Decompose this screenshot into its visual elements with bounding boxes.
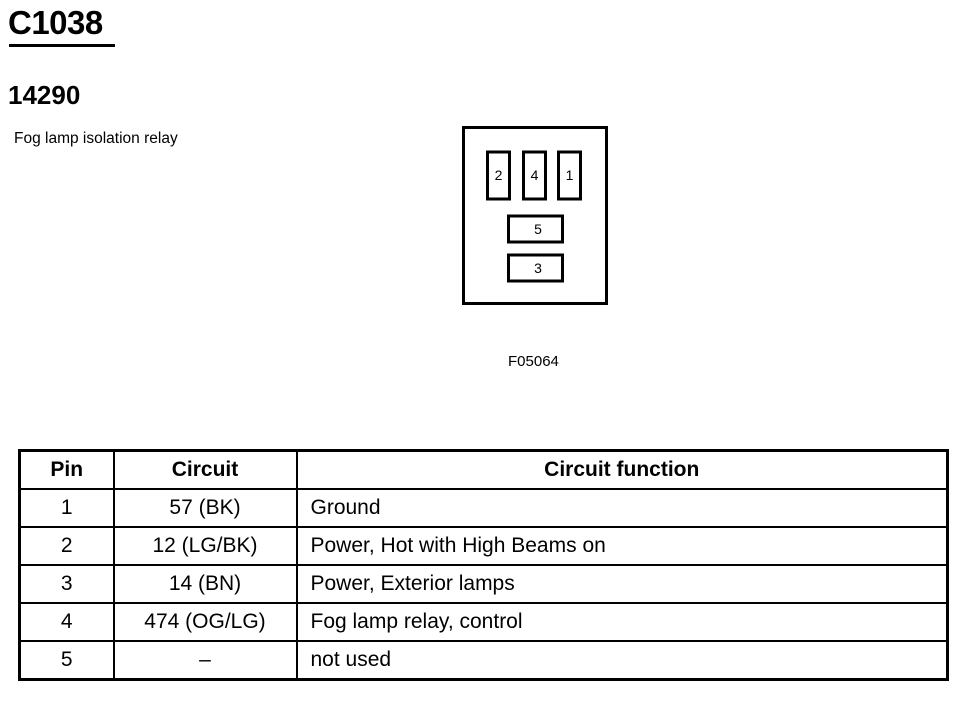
cell-circuit-function: Fog lamp relay, control <box>297 603 948 641</box>
figure-code: F05064 <box>508 353 559 370</box>
header-pin: Pin <box>20 451 114 490</box>
cell-circuit-function: not used <box>297 641 948 680</box>
header-circuit: Circuit <box>114 451 297 490</box>
cell-pin: 5 <box>20 641 114 680</box>
connector-id-underline <box>9 44 115 47</box>
cell-circuit: 474 (OG/LG) <box>114 603 297 641</box>
cavity-label-pin-1: 1 <box>565 167 574 183</box>
connector-face-diagram <box>462 126 608 306</box>
table-row <box>20 527 948 565</box>
cell-circuit-function: Power, Hot with High Beams on <box>297 527 948 565</box>
table-row <box>20 489 948 527</box>
cell-circuit: 12 (LG/BK) <box>114 527 297 565</box>
cavity-label-pin-4: 4 <box>530 167 539 183</box>
header-circuit-function: Circuit function <box>297 451 948 490</box>
cell-circuit-function: Power, Exterior lamps <box>297 565 948 603</box>
part-number: 14290 <box>8 80 81 110</box>
cell-pin: 2 <box>20 527 114 565</box>
cavity-label-pin-5: 5 <box>534 221 542 237</box>
connector-description: Fog lamp isolation relay <box>14 130 178 147</box>
cell-circuit-function: Ground <box>297 489 948 527</box>
table-row <box>20 565 948 603</box>
connector-id: C1038 <box>8 4 103 41</box>
cell-circuit: – <box>114 641 297 680</box>
cell-pin: 1 <box>20 489 114 527</box>
cell-pin: 4 <box>20 603 114 641</box>
cell-circuit: 57 (BK) <box>114 489 297 527</box>
table-header-row <box>20 451 948 490</box>
cell-circuit: 14 (BN) <box>114 565 297 603</box>
table-row <box>20 603 948 641</box>
cavity-label-pin-3: 3 <box>534 260 542 276</box>
table-row <box>20 641 948 680</box>
pin-circuit-table <box>18 449 949 681</box>
cell-pin: 3 <box>20 565 114 603</box>
cavity-label-pin-2: 2 <box>494 167 503 183</box>
